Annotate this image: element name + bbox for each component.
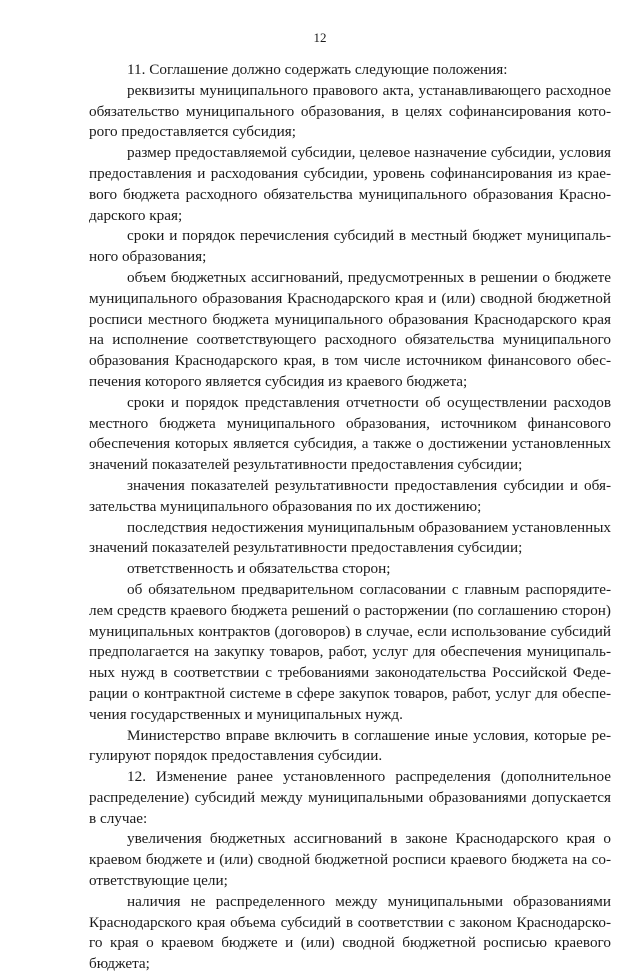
paragraph-undistributed-volume: наличия не распределенного между муниципальными образованиями Краснодарского края объема субсидий в соответствии с законом Краснодарского края о краевом бюджете и (или) сводной бюджетной росписью краевого бюджета;: [89, 892, 611, 973]
document-body: [89, 60, 611, 975]
page-number: 12: [313, 30, 327, 45]
paragraph-requisites: реквизиты муниципального правового акта, устанавливающего расходное обязательство муниципального образования, в целях софинансирования которого предоставляется субсидия;: [89, 81, 611, 141]
paragraph-reporting-terms: сроки и порядок представления отчетности об осуществлении расходов местного бюджета муниципального образования, источником финансового обеспечения которых является субсидия, а также о достижении установленных значений показателей результативности предоставления субсидии;: [89, 393, 611, 474]
paragraph-transfer-terms: сроки и порядок перечисления субсидий в местный бюджет муниципального образования;: [89, 227, 611, 266]
paragraph-budget-allocations: объем бюджетных ассигнований, предусмотренных в решении о бюджете муниципального образования Краснодарского края и (или) сводной бюджетной росписи местного бюджета муниципального образования Краснодарского края на исполнение соответствующего расходного обязательства муниципального образования Краснодарского края, в том числе источником финансового обеспечения которого является субсидия из краевого бюджета;: [89, 268, 611, 390]
paragraph-contract-approval: об обязательном предварительном согласовании с главным распорядителем средств краевого бюджета решений о расторжении (по соглашению сторон) муниципальных контрактов (договоров) в случае, если использование субсидий предполагается на закупку товаров, работ, услуг для обеспечения муниципальных нужд в соответствии с требованиями законодательства Российской Федерации о контрактной системе в сфере закупок товаров, работ, услуг для обеспечения государственных и муниципальных нужд.: [89, 580, 611, 723]
paragraph-subsidy-size: размер предоставляемой субсидии, целевое назначение субсидии, условия предоставления и расходования субсидии, уровень софинансирования из краевого бюджета расходного обязательства муниципального образования Краснодарского края;: [89, 144, 611, 224]
paragraph-11-heading: 11. Соглашение должно содержать следующие положения:: [127, 61, 508, 78]
paragraph-12-heading: 12. Изменение ранее установленного распределения (дополнительное распределение) субсидий между муниципальными образованиями допускается в случае:: [89, 768, 611, 827]
paragraph-ministry-conditions: Министерство вправе включить в соглашение иные условия, которые регулируют порядок предоставления субсидии.: [89, 726, 611, 765]
paragraph-performance-indicators: значения показателей результативности предоставления субсидии и обязательства муниципального образования по их достижению;: [89, 476, 611, 515]
paragraph-non-achievement-consequences: последствия недостижения муниципальным образованием установленных значений показателей результативности предоставления субсидии;: [89, 518, 611, 557]
paragraph-responsibility: ответственность и обязательства сторон;: [127, 560, 391, 578]
paragraph-allocation-increase: увеличения бюджетных ассигнований в законе Краснодарского края о краевом бюджете и (или) сводной бюджетной росписи краевого бюджета на соответствующие цели;: [89, 830, 611, 890]
